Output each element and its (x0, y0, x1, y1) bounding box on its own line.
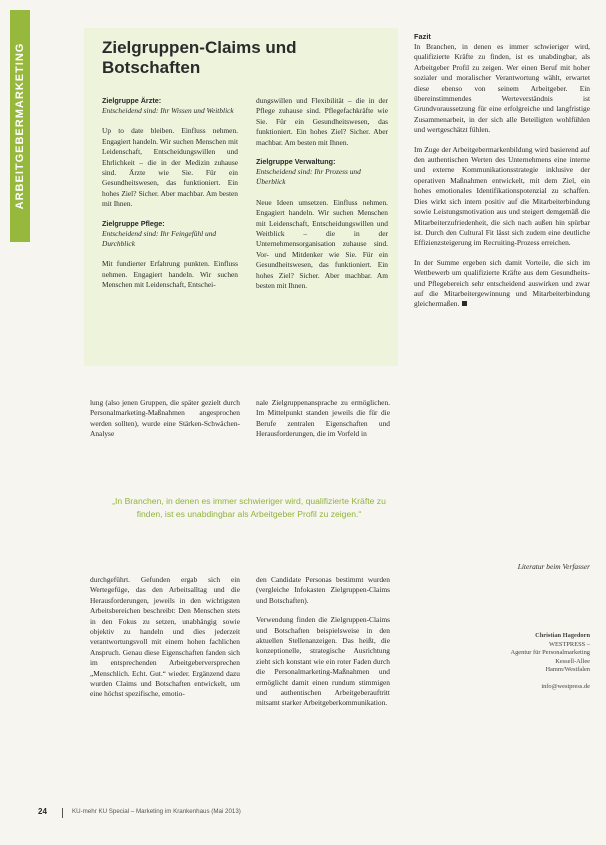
author-company: WESTPRESS – (548, 640, 590, 648)
body-lower-column-1: durchgeführt. Gefunden ergab sich ein Wertegefüge, das den Arbeitsalltag und die Herausforderungen, jeweils in den wichtigsten Arbeitsbereichen beschreibt: Den Menschen stets in den Fokus zu setzen, unabhängig sowie objektiv zu handeln und dies jederzeit verantwortungsvoll mit einem hohen fachlichen Anspruch. Genau diese Eigenschaften fanden sich im entsprechenden Arbeitgeberversprechen „Menschlich. Echt. Gut.“ wieder. Ergänzend dazu wurden Claims und Botschaften entwickelt, um eine höchst spezifische, emotio- (90, 575, 240, 699)
subheading-aerzte: Entscheidend sind: Ihr Wissen und Weitblick (102, 106, 234, 115)
heading-aerzte: Zielgruppe Ärzte: (102, 96, 162, 105)
fazit-paragraph-1: In Branchen, in denen es immer schwieriger wird, qualifizierte Kräfte zu finden, ist es unabdingbar, als Arbeitgeber Profil zu zeigen. Wer einen Beruf mit hoher sozialer und moralischer Verantwortung wählt, erwartet diese ebenso von seinem Arbeitgeber. Ein übereinstimmendes Werteverständnis ist Grundvoraussetzung für eine erfolgreiche und langfristige Zusammenarbeit, in der sich alle Beteiligten wohlfühlen und wertgeschätzt fühlen. (414, 42, 590, 135)
infobox-column-2 (256, 96, 388, 362)
heading-pflege: Zielgruppe Pflege: (102, 218, 165, 228)
author-city: Hamm/Westfalen (545, 666, 590, 674)
text-pflege-cont: dungswillen und Flexibilität – die in der Pflege zuhause sind. Pflegefachkräfte wie Sie. Für ein Gesundheitswesen, das funktioniert. Ein hohes Ziel? Sicher. Aber machbar. Am besten mit Ihnen. (256, 96, 388, 147)
right-column (414, 32, 590, 542)
text-aerzte: Up to date bleiben. Einfluss nehmen. Engagiert handeln. Wir suchen Menschen mit Leidenschaft, Entscheidungswillen und Ehrlichkeit – die in der Medizin zuhause sind. Ärzte wie Sie. Für ein Gesundheitswesen, das funktioniert. Ein hohes Ziel? Sicher. Aber machbar. Am besten mit Ihnen. (102, 126, 238, 209)
section-label: ARBEITGEBERMARKETING (14, 42, 26, 210)
fazit-heading: Fazit (414, 32, 431, 41)
infobox-title: Zielgruppen-Claims und Botschaften (102, 38, 297, 77)
author-email[interactable]: info@westpress.de (541, 682, 590, 690)
end-mark (462, 301, 467, 306)
text-verwaltung: Neue Ideen umsetzen. Einfluss nehmen. Engagiert handeln. Wir suchen Menschen mit Leidenschaft, Entscheidungswillen und Weitblick – die in der Unternehmensorganisation zuhause sind. Vor- und Mitdenker wie Sie. Für ein Gesundheitswesen, das funktioniert. Ein hohes Ziel? Sicher. Aber machbar. Am besten mit Ihnen. (256, 197, 388, 291)
subheading-verwaltung: Entscheidend sind: Ihr Prozess und Überblick (256, 167, 361, 187)
body-lower-column-2: den Candidate Personas bestimmt wurden (vergleiche Infokasten Zielgruppen-Claims und Botschaften). Verwendung finden die Zielgruppen-Claims und Botschaften beispielsweise in den aktuellen Stellenanzeigen. Das heißt, die konzeptionelle, strategische Ausrichtung zieht sich konstant wie ein roter Faden durch die Personalmarketing-Maßnahmen und ermöglicht damit einen rundum stimmigen und authentischen Arbeitgeberauftritt mitsamt starker Arbeitgeberkommunikation. (256, 575, 390, 708)
subheading-pflege: Entscheidend sind: Ihr Feingefühl und Durchblick (102, 228, 217, 249)
author-street: Kessell-Allee (555, 657, 590, 665)
fazit-paragraph-2: Im Zuge der Arbeitgebermarkenbildung wird basierend auf den authentischen Werten des Unternehmens eine interne und externe Kommunikationsstrategie inklusive der operativen Maßnahmen entwickelt, mit dem Ziel, ein hohes emotionales Identifikationspotenzial zu schaffen. Dies wirkt sich intern positiv auf die Mitarbeiterbindung sowie Leistungsmotivation aus und steigert demgemäß die Mitarbeiterzufriedenheit, die sich nach außen hin spürbar ist. Durch den Cultural Fit lässt sich zudem eine deutliche Effizienzsteigerung im Recruiting-Prozess erreichen. (414, 144, 590, 248)
fazit-paragraph-3: In der Summe ergeben sich damit Vorteile, die sich im Wettbewerb um qualifizierte Kräfte aus dem Gesundheits- und Pflegebereich sehr entscheidend auswirken und zwar auf die Mitarbeitergewinnung und Mitarbeiterbindung gleichermaßen. (414, 257, 590, 309)
body-mid-column-2: nale Zielgruppenansprache zu ermöglichen. Im Mittelpunkt standen jeweils die für die Berufe zentralen Eigenschaften und Herausforderungen, die im Vorfeld in (256, 398, 390, 439)
literature-note: Literatur beim Verfasser (517, 562, 590, 571)
text-pflege: Mit fundierter Erfahrung punkten. Einfluss nehmen. Engagiert handeln. Wir suchen Menschen mit Leidenschaft, Entschei- (102, 259, 238, 290)
footer-text: KU-mehr KU Special – Marketing im Krankenhaus (Mai 2013) (72, 808, 241, 815)
page-number: 24 (38, 807, 47, 816)
footer-divider (62, 808, 63, 818)
infobox-column-1 (102, 96, 238, 362)
author-box (440, 632, 590, 692)
body-mid-column-1: lung (also jenen Gruppen, die später gezielt durch Personalmarketing-Maßnahmen angesprochen werden sollten), wurde eine Stärken-Schwächen-Analyse (90, 398, 240, 439)
author-name: Christian Hagedorn (535, 632, 590, 639)
pull-quote: „In Branchen, in denen es immer schwieriger wird, qualifizierte Kräfte zu finden, ist es unabdingbar als Arbeitgeber Profil zu zeigen.“ (112, 496, 386, 519)
heading-verwaltung: Zielgruppe Verwaltung: (256, 157, 336, 167)
author-role: Agentur für Personalmarketing (510, 649, 590, 657)
